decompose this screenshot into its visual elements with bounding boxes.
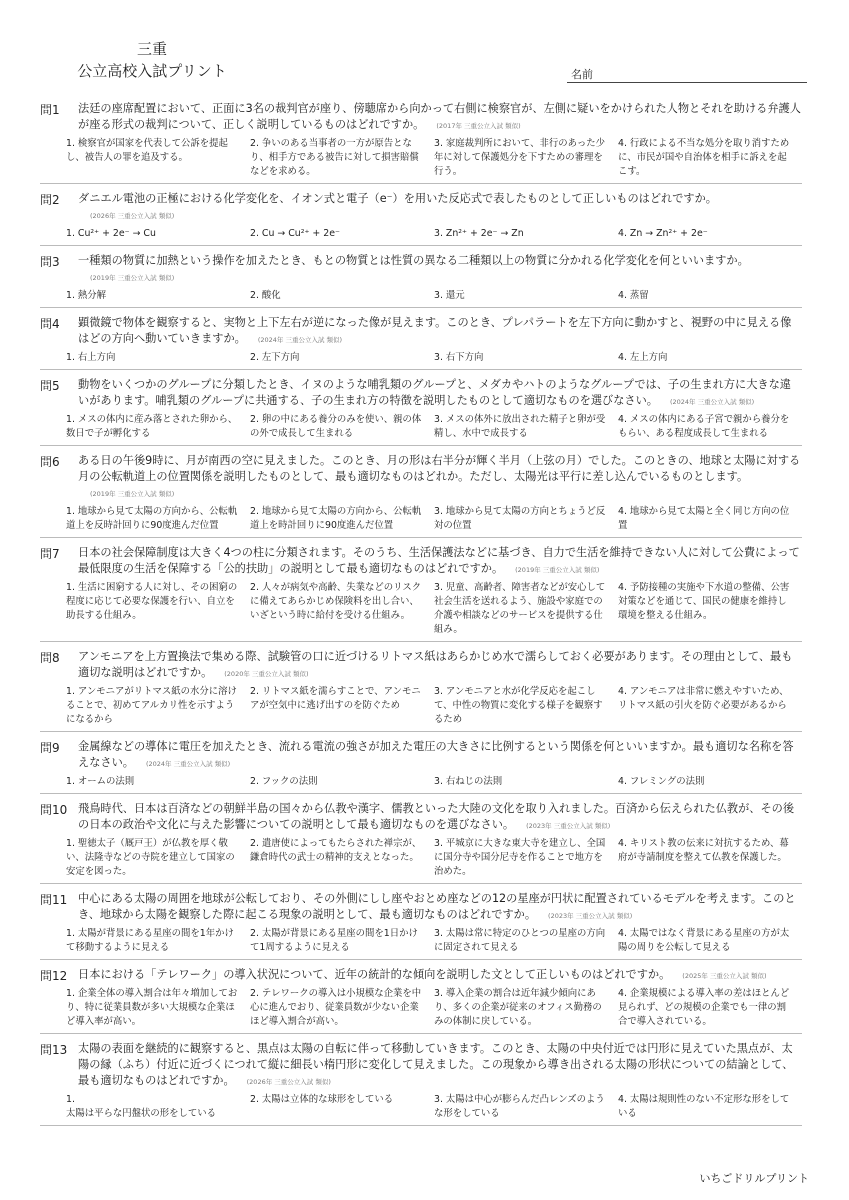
answer-choice[interactable]: 2. 太陽は立体的な球形をしている — [250, 1094, 394, 1105]
question-source: (2017年 三重公立入試 類似) — [436, 122, 521, 130]
answer-choice[interactable]: 3. 太陽は中心が膨らんだ凸レンズのような形をしている — [434, 1094, 605, 1119]
answer-choices — [66, 505, 802, 533]
answer-choice[interactable]: 3. 地球から見て太陽の方向とちょうど反対の位置 — [434, 506, 606, 531]
question-text: 飛鳥時代、日本は百済などの朝鮮半島の国々から仏教や漢字、儒教といった大陸の文化を取り入れました。百済から伝えられた仏教が、その後の日本の政治や文化に与えた影響についての説明として最も適切なものを選びなさい。 — [78, 802, 795, 831]
answer-choice[interactable]: 2. 争いのある当事者の一方が原告となり、相手方である被告に対して損害賠償などを求める。 — [250, 138, 419, 177]
question-number: 問9 — [40, 741, 60, 755]
name-label: 名前 — [571, 68, 593, 81]
answer-choices — [66, 837, 802, 879]
answer-choice[interactable]: 1. 熱分解 — [66, 290, 107, 301]
answer-choice[interactable]: 1. 生活に困窮する人に対し、その困窮の程度に応じて必要な保護を行い、自立を助長する仕組み。 — [66, 582, 238, 621]
answer-choice[interactable]: 3. 太陽は常に特定のひとつの星座の方向に固定されて見える — [434, 928, 606, 953]
question-number: 問5 — [40, 379, 60, 393]
prefecture-label: 三重 — [136, 40, 167, 58]
answer-choices — [66, 775, 802, 789]
question-list — [40, 101, 802, 1133]
answer-choice[interactable]: 4. メスの体内にある子宮で親から養分をもらい、ある程度成長して生まれる — [618, 414, 790, 439]
answer-choices — [66, 987, 802, 1029]
question-text: 動物をいくつかのグループに分類したとき、イヌのような哺乳類のグループと、メダカやハトのようなグループでは、子の生まれ方に大きな違いがあります。哺乳類のグループに共通する、子の生まれ方の特徴を説明したものとして適切なものを選びなさい。 — [78, 378, 791, 407]
answer-choice[interactable]: 2. テレワークの導入は小規模な企業を中心に進んでおり、従業員数が少ない企業ほど導入割合が高い。 — [250, 988, 422, 1027]
answer-choice[interactable]: 1. 検察官が国家を代表して公訴を提起し、被告人の罪を追及する。 — [66, 138, 228, 163]
answer-choice[interactable]: 2. 酸化 — [250, 290, 281, 301]
question-number: 問11 — [40, 893, 68, 907]
answer-choice[interactable]: 1. メスの体内に産み落とされた卵から、数日で子が孵化する — [66, 414, 238, 439]
question-source: (2019年 三重公立入試 類似) — [90, 274, 175, 282]
answer-choice[interactable]: 3. 右下方向 — [434, 352, 484, 363]
question-block — [40, 253, 802, 308]
answer-choice[interactable]: 2. 遣唐使によってもたらされた禅宗が、鎌倉時代の武士の精神的支えとなった。 — [250, 838, 422, 863]
question-block — [40, 967, 802, 1034]
question-source: (2023年 三重公立入試 類似) — [526, 822, 611, 830]
question-number: 問3 — [40, 255, 60, 269]
answer-choices — [66, 1093, 802, 1121]
answer-choice[interactable]: 4. 左上方向 — [618, 352, 668, 363]
answer-choice[interactable]: 3. アンモニアと水が化学反応を起こして、中性の物質に変化する様子を観察するため — [434, 686, 603, 725]
question-text-wrap — [78, 191, 802, 224]
question-text-wrap — [78, 101, 802, 134]
answer-choice[interactable]: 1. Cu²⁺ + 2e⁻ → Cu — [66, 228, 156, 239]
answer-choice[interactable]: 2. 左下方向 — [250, 352, 300, 363]
question-text: 法廷の座席配置において、正面に3名の裁判官が座り、傍聴席から向かって右側に検察官が、左側に疑いをかけられた人物とそれを助ける弁護人が座る形式の裁判について、正しく説明しているものはどれですか。 — [78, 102, 801, 131]
answer-choice[interactable]: 1. 地球から見て太陽の方向から、公転軌道上を反時計回りに90度進んだ位置 — [66, 506, 238, 531]
question-text: 顕微鏡で物体を観察すると、実物と上下左右が逆になった像が見えます。このとき、プレパラートを左下方向に動かすと、視野の中に見える像はどの方向へ動いていきますか。 — [78, 316, 792, 345]
question-text-wrap — [78, 967, 802, 984]
page-title: 公立高校入試プリント — [77, 62, 227, 80]
question-source: (2024年 三重公立入試 類似) — [257, 336, 343, 344]
answer-choice[interactable]: 2. フックの法則 — [250, 776, 318, 787]
answer-choice[interactable]: 4. 行政による不当な処分を取り消すために、市民が国や自治体を相手に訴えを起こす。 — [618, 138, 790, 177]
question-text: 金属線などの導体に電圧を加えたとき、流れる電流の強さが加えた電圧の大きさに比例するという関係を何といいますか。最も適切な名称を答えなさい。 — [78, 740, 794, 769]
question-block — [40, 739, 802, 794]
question-block — [40, 1041, 802, 1126]
answer-choice[interactable]: 3. 還元 — [434, 290, 465, 301]
question-source: (2026年 三重公立入試 類似) — [90, 212, 175, 220]
answer-choices — [66, 581, 802, 637]
answer-choice[interactable]: 4. 太陽は規則性のない不定形な形をしている — [618, 1094, 790, 1119]
question-number: 問12 — [40, 969, 68, 983]
question-text: 中心にある太陽の周囲を地球が公転しており、その外側にしし座やおとめ座などの12の星座が円状に配置されているモデルを考えます。このとき、地球から太陽を観察した際に起こる現象の説明として、最も適切なものはどれですか。 — [78, 892, 796, 921]
question-block — [40, 101, 802, 184]
answer-choice[interactable]: 3. 児童、高齢者、障害者などが安心して社会生活を送れるよう、施設や家庭での介護や相談などのサービスを提供する仕組み。 — [434, 582, 606, 635]
question-block — [40, 315, 802, 370]
question-block — [40, 649, 802, 732]
answer-choice[interactable]: 1. 右上方向 — [66, 352, 116, 363]
question-number: 問6 — [40, 455, 60, 469]
answer-choice[interactable]: 1. 企業全体の導入割合は年々増加しており、特に従業員数が多い大規模な企業ほど導入率が高い。 — [66, 988, 238, 1027]
question-number: 問4 — [40, 317, 60, 331]
answer-choices — [66, 413, 802, 441]
footer-brand: いちごドリルプリント — [699, 1172, 809, 1185]
answer-choice[interactable]: 3. 導入企業の割合は近年減少傾向にあり、多くの企業が従来のオフィス勤務のみの体制に戻している。 — [434, 988, 602, 1027]
question-text: 太陽の表面を継続的に観察すると、黒点は太陽の自転に伴って移動していきます。このとき、太陽の中央付近では円形に見えていた黒点が、太陽の縁（ふち）付近に近づくにつれて縦に細長い楕円形に変化して見えました。この現象から導き出される太陽の形状についての結論として、最も適切なものはどれですか。 — [78, 1042, 794, 1087]
answer-choices — [66, 685, 802, 727]
question-number: 問2 — [40, 193, 60, 207]
answer-choice[interactable]: 4. 太陽ではなく背景にある星座の方が太陽の周りを公転して見える — [618, 928, 790, 953]
question-text-wrap — [78, 739, 802, 772]
answer-choices — [66, 137, 802, 179]
question-source: (2019年 三重公立入試 類似) — [90, 490, 175, 498]
answer-choice[interactable]: 2. リトマス紙を濡らすことで、アンモニアが空気中に逃げ出すのを防ぐため — [250, 686, 421, 711]
question-number: 問8 — [40, 651, 60, 665]
question-text: ある日の午後9時に、月が南西の空に見えました。このとき、月の形は右半分が輝く半月（上弦の月）でした。このときの、地球と太陽に対する月の公転軌道上の位置関係を説明したものとして、最も適切なものはどれか。ただし、太陽光は平行に差し込んでいるものとします。 — [78, 454, 801, 483]
question-source: (2023年 三重公立入試 類似) — [548, 912, 633, 920]
answer-choices — [66, 289, 802, 303]
question-source: (2024年 三重公立入試 類似) — [145, 760, 231, 768]
question-text-wrap — [78, 649, 802, 682]
question-text: 日本における「テレワーク」の導入状況について、近年の統計的な傾向を説明した文として正しいものはどれですか。 — [78, 968, 671, 981]
name-field[interactable] — [567, 64, 807, 83]
question-text-wrap — [78, 315, 802, 348]
question-text: アンモニアを上方置換法で集める際、試験管の口に近づけるリトマス紙はあらかじめ水で濡らしておく必要があります。その理由として、最も適切な説明はどれですか。 — [78, 650, 793, 679]
answer-choice[interactable]: 4. アンモニアは非常に燃えやすいため、リトマス紙の引火を防ぐ必要があるから — [618, 686, 789, 711]
header-title — [62, 38, 242, 82]
question-text: 日本の社会保障制度は大きく4つの柱に分類されます。そのうち、生活保護法などに基づき、自力で生活を維持できない人に対して公費によって最低限度の生活を保障する「公的扶助」の説明として最も適切なものはどれですか。 — [78, 546, 800, 575]
answer-choice[interactable]: 4. 企業規模による導入率の差はほとんど見られず、どの規模の企業でも一律の割合で導入されている。 — [618, 988, 790, 1027]
question-number: 問13 — [40, 1043, 68, 1057]
answer-choice[interactable]: 2. Cu → Cu²⁺ + 2e⁻ — [250, 228, 340, 239]
answer-choice[interactable]: 4. Zn → Zn²⁺ + 2e⁻ — [618, 228, 708, 239]
answer-choice[interactable]: 3. 右ねじの法則 — [434, 776, 503, 787]
question-source: (2025年 三重公立入試 類似) — [682, 972, 767, 980]
answer-choice[interactable]: 3. 家庭裁判所において、非行のあった少年に対して保護処分を下すための審理を行う。 — [434, 138, 606, 177]
answer-choice[interactable]: 2. 人々が病気や高齢、失業などのリスクに備えてあらかじめ保険料を出し合い、いざという時に給付を受ける仕組み。 — [250, 582, 422, 621]
answer-choice[interactable]: 2. 地球から見て太陽の方向から、公転軌道上を時計回りに90度進んだ位置 — [250, 506, 422, 531]
question-text: ダニエル電池の正極における化学変化を、イオン式と電子（e⁻）を用いた反応式で表したものとして正しいものはどれですか。 — [78, 192, 717, 205]
answer-choice[interactable]: 4. 蒸留 — [618, 290, 649, 301]
answer-choice[interactable]: 1. 聖徳太子（厩戸王）が仏教を厚く敬い、法隆寺などの寺院を建立して国家の安定を図った。 — [66, 838, 235, 877]
answer-choice[interactable]: 2. 太陽が背景にある星座の間を1日かけて1周するように見える — [250, 928, 418, 953]
question-number: 問7 — [40, 547, 60, 561]
question-block — [40, 891, 802, 960]
answer-choice[interactable]: 2. 卵の中にある養分のみを使い、親の体の外で成長して生まれる — [250, 414, 422, 439]
question-text-wrap — [78, 801, 802, 834]
question-number: 問10 — [40, 803, 68, 817]
answer-choices — [66, 351, 802, 365]
answer-choice[interactable]: 4. フレミングの法則 — [618, 776, 705, 787]
question-text-wrap — [78, 891, 802, 924]
question-block — [40, 191, 802, 246]
answer-choice[interactable]: 1. 太陽は平らな円盤状の形をしている — [66, 1094, 217, 1119]
question-text-wrap — [78, 1041, 802, 1090]
answer-choice[interactable]: 1. 太陽が背景にある星座の間を1年かけて移動するように見える — [66, 928, 234, 953]
question-block — [40, 801, 802, 884]
question-number: 問1 — [40, 103, 60, 117]
question-source: (2019年 三重公立入試 類似) — [515, 566, 600, 574]
answer-choice[interactable]: 3. メスの体外に放出された精子と卵が受精し、水中で成長する — [434, 414, 606, 439]
answer-choice[interactable]: 4. キリスト教の伝来に対抗するため、幕府が寺請制度を整えて仏教を保護した。 — [618, 838, 789, 863]
answer-choices — [66, 227, 802, 241]
answer-choices — [66, 927, 802, 955]
answer-choice[interactable]: 1. アンモニアがリトマス紙の水分に溶けることで、初めてアルカリ性を示すようになるから — [66, 686, 237, 725]
answer-choice[interactable]: 3. Zn²⁺ + 2e⁻ → Zn — [434, 228, 524, 239]
answer-choice[interactable]: 4. 予防接種の実施や下水道の整備、公害対策などを通じて、国民の健康を維持し環境を整える仕組み。 — [618, 582, 790, 621]
question-block — [40, 377, 802, 446]
question-source: (2026年 三重公立入試 類似) — [246, 1078, 331, 1086]
question-text-wrap — [78, 253, 802, 286]
question-text-wrap — [78, 453, 802, 502]
answer-choice[interactable]: 3. 平城京に大きな東大寺を建立し、全国に国分寺や国分尼寺を作ることで地方を治めた。 — [434, 838, 606, 877]
question-text-wrap — [78, 377, 802, 410]
question-source: (2020年 三重公立入試 類似) — [224, 670, 309, 678]
answer-choice[interactable]: 4. 地球から見て太陽と全く同じ方向の位置 — [618, 506, 790, 531]
answer-choice[interactable]: 1. オームの法則 — [66, 776, 135, 787]
question-text-wrap — [78, 545, 802, 578]
question-text: 一種類の物質に加熱という操作を加えたとき、もとの物質とは性質の異なる二種類以上の物質に分かれる化学変化を何といいますか。 — [78, 254, 749, 267]
question-source: (2024年 三重公立入試 類似) — [669, 398, 755, 406]
question-block — [40, 545, 802, 642]
question-block — [40, 453, 802, 538]
